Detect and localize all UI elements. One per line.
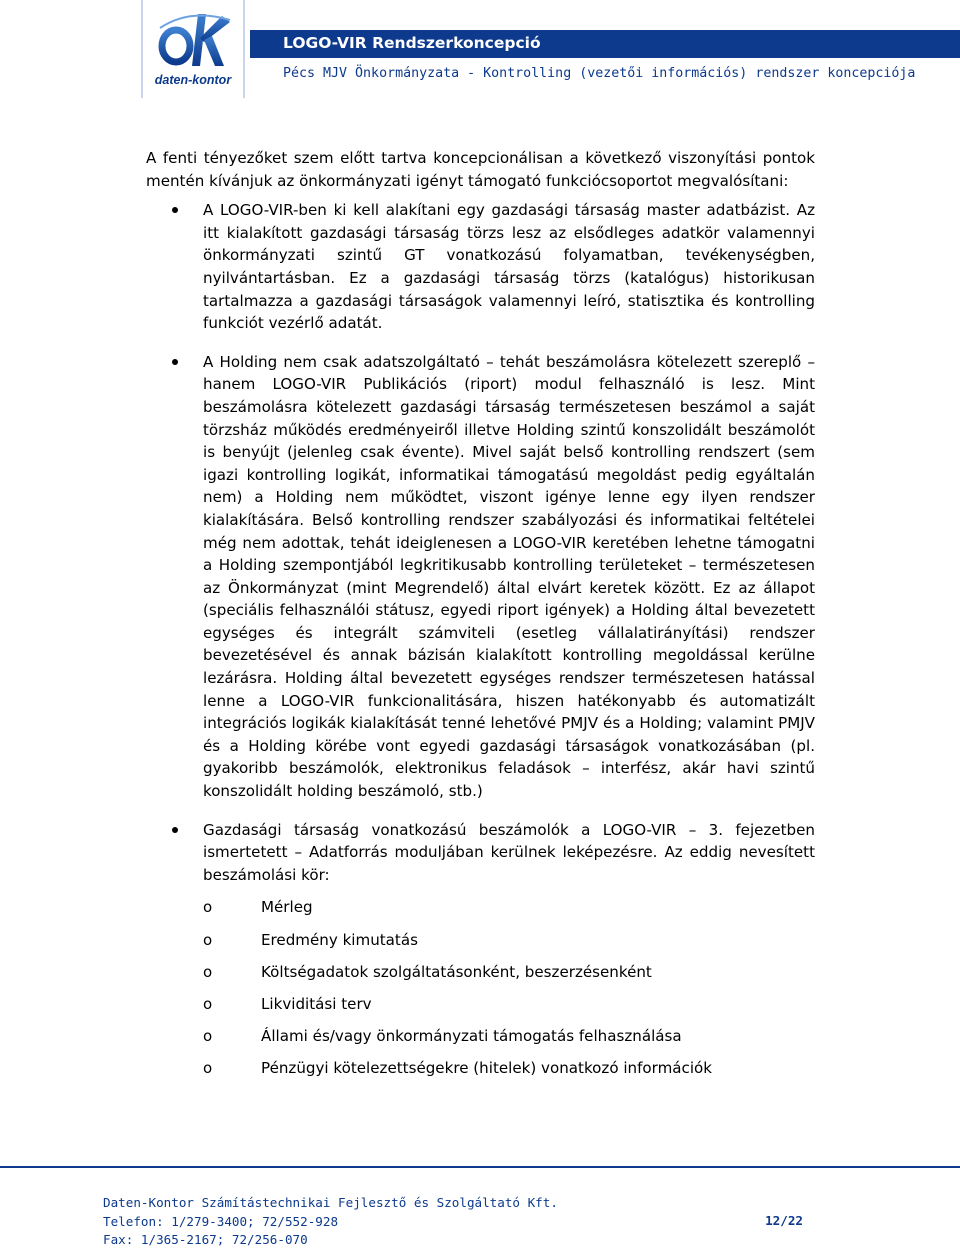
bullet-item-reports bbox=[146, 819, 815, 1090]
sublist-item: o Eredmény kimutatás bbox=[203, 929, 815, 961]
report-sublist bbox=[203, 896, 815, 1089]
sublist-item: o Mérleg bbox=[203, 896, 815, 928]
logo-wordmark: daten-kontor bbox=[154, 73, 232, 87]
footer-company: Daten-Kontor Számítástechnikai Fejlesztő és Szolgáltató Kft. bbox=[103, 1195, 558, 1210]
page-content bbox=[146, 147, 815, 1106]
bullet-item-reports-text: Gazdasági társaság vonatkozású beszámolók a LOGO-VIR – 3. fejezetben ismertetett – Adatforrás moduljában kerülnek leképezésre. Az eddig nevesített beszámolási kör: bbox=[203, 820, 815, 884]
page-number: 12/22 bbox=[765, 1213, 803, 1228]
footer-fax: Fax: 1/365-2167; 72/256-070 bbox=[103, 1232, 308, 1247]
footer-divider bbox=[0, 1166, 960, 1168]
document-subtitle: Pécs MJV Önkormányzata - Kontrolling (vezetői információs) rendszer koncepciója bbox=[283, 66, 916, 81]
title-band bbox=[250, 30, 960, 58]
bullet-item-master-database: A LOGO-VIR-ben ki kell alakítani egy gazdasági társaság master adatbázist. Az itt kialakított gazdasági társaság törzs lesz az elsődleges adatkör valamennyi önkormányzati szintű GT vonatkozású folyamatban, tevékenységben, nyilvántartásban. Ez a gazdasági társaság törzs (katalógus) historikusan tartalmazza a gazdasági társaságok valamennyi leíró, statisztika és kontrolling funkciót vezérlő adatát. bbox=[146, 199, 815, 335]
daten-kontor-logo bbox=[140, 0, 246, 98]
bullet-item-holding: A Holding nem csak adatszolgáltató – tehát beszámolásra kötelezett szereplő – hanem LOGO-VIR Publikációs (riport) modul felhasználó is lesz. Mint beszámolásra kötelezett gazdasági társaság természetesen beszámol a saját törzsház működés eredményeiről illetve Holding szintű konszolidált beszámolót is benyújt (jelenleg csak évente). Mivel saját belső kontrolling rendszert (sem igazi kontrolling logikát, informatikai támogatású megoldást pedig egyáltalán nem) a Holding nem működtet, viszont igénye lenne egy ilyen rendszer kialakítására. Belső kontrolling rendszer szabályozási és informatikai feltételei még nem adottak, tehát ideiglenesen a LOGO-VIR keretében lehetne támogatni a Holding szempontjából legkritikusabb kontrolling területeket – természetesen az Önkormányzat (mint Megrendelő) által elvárt keretek között. Ez az állapot (speciális felhasználói státusz, egyedi riport igények) a Holding által bevezetett egységes és integrált számviteli (esetleg vállalatirányítási) rendszer bevezetésével és annak bázisán kialakított kontrolling megoldással kerülne lezárásra. Holding által bevezetett egységes rendszer természetesen hatással lenne a LOGO-VIR funkcionalitására, hiszen hatékonyabb és automatizált integrációs logikák kialakítását tenné lehetővé PMJV és a Holding; valamint PMJV és a Holding körébe vont egyedi gazdasági társaságok vonatkozásában (pl. gyakoribb beszámolók, elektronikus feladások – interfész, akár havi szintű konszolidált holding beszámoló, stb.) bbox=[146, 351, 815, 803]
sublist-item: o Pénzügyi kötelezettségekre (hitelek) vonatkozó információk bbox=[203, 1057, 815, 1089]
document-title: LOGO-VIR Rendszerkoncepció bbox=[283, 34, 541, 52]
intro-paragraph: A fenti tényezőket szem előtt tartva koncepcionálisan a következő viszonyítási pontok mentén kívánjuk az önkormányzati igényt támogató funkciócsoportot megvalósítani: bbox=[146, 149, 815, 190]
page-footer bbox=[103, 1194, 803, 1250]
sublist-item: o Költségadatok szolgáltatásonként, beszerzésenként bbox=[203, 961, 815, 993]
sublist-item: o Állami és/vagy önkormányzati támogatás felhasználása bbox=[203, 1025, 815, 1057]
sublist-item: o Likviditási terv bbox=[203, 993, 815, 1025]
page-header bbox=[0, 0, 960, 100]
bullet-list bbox=[146, 199, 815, 1089]
footer-phone: Telefon: 1/279-3400; 72/552-928 bbox=[103, 1213, 339, 1229]
